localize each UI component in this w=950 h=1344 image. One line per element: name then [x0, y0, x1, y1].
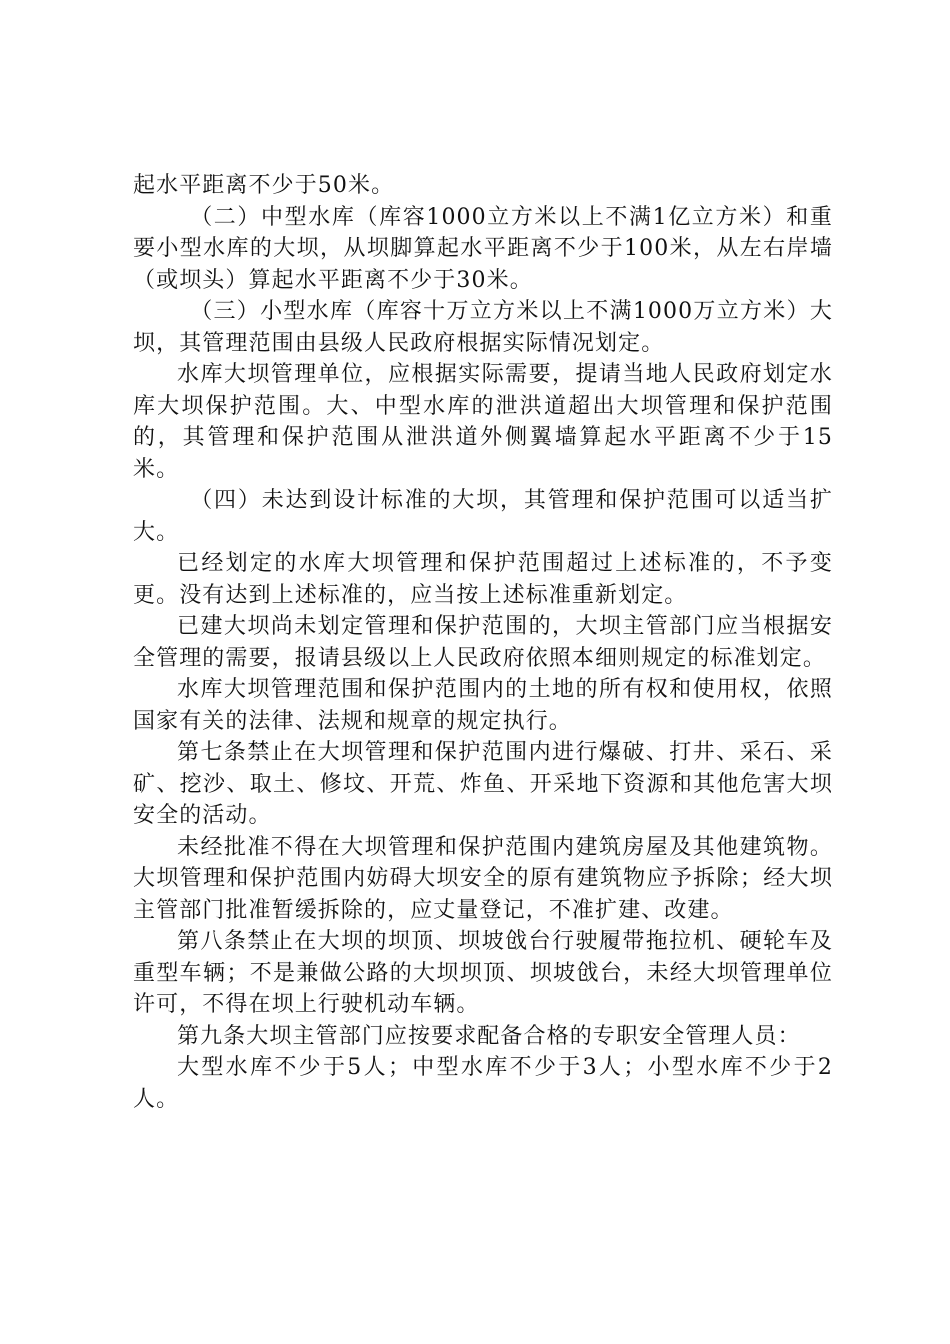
- paragraph-continuation: 起水平距离不少于50米。: [133, 173, 395, 198]
- paragraph-land-rights: 水库大坝管理范围和保护范围内的土地的所有权和使用权，依照国家有关的法律、法规和规章的规定执行。: [133, 677, 833, 734]
- paragraph-protection-scope: 水库大坝管理单位，应根据实际需要，提请当地人民政府划定水库大坝保护范围。大、中型水库的泄洪道超出大坝管理和保护范围的，其管理和保护范围从泄洪道外侧翼墙算起水平距离不少于15米。: [133, 362, 833, 482]
- paragraph-item-two: （二）中型水库（库容1000立方米以上不满1亿立方米）和重要小型水库的大坝，从坝脚算起水平距离不少于100米，从左右岸墙（或坝头）算起水平距离不少于30米。: [133, 204, 833, 293]
- paragraph-staffing: 大型水库不少于5人；中型水库不少于3人；小型水库不少于2人。: [133, 1055, 833, 1112]
- paragraph-article-seven: 第七条禁止在大坝管理和保护范围内进行爆破、打井、采石、采矿、挖沙、取土、修坟、开荒、炸鱼、开采地下资源和其他危害大坝安全的活动。: [133, 740, 833, 828]
- paragraph-item-three: （三）小型水库（库容十万立方米以上不满1000万立方米）大坝，其管理范围由县级人民政府根据实际情况划定。: [133, 299, 833, 356]
- paragraph-undefined-scope: 已建大坝尚未划定管理和保护范围的，大坝主管部门应当根据安全管理的需要，报请县级以上人民政府依照本细则规定的标准划定。: [133, 614, 833, 671]
- paragraph-article-nine: 第九条大坝主管部门应按要求配备合格的专职安全管理人员：: [177, 1023, 801, 1049]
- paragraph-no-change: 已经划定的水库大坝管理和保护范围超过上述标准的，不予变更。没有达到上述标准的，应当按上述标准重新划定。: [133, 551, 833, 608]
- paragraph-article-eight: 第八条禁止在大坝的坝顶、坝坡戗台行驶履带拖拉机、硬轮车及重型车辆；不是兼做公路的大坝坝顶、坝坡戗台，未经大坝管理单位许可，不得在坝上行驶机动车辆。: [133, 929, 833, 1017]
- document-body: [133, 170, 833, 1115]
- paragraph-item-four: （四）未达到设计标准的大坝，其管理和保护范围可以适当扩大。: [133, 488, 833, 545]
- paragraph-building-ban: 未经批准不得在大坝管理和保护范围内建筑房屋及其他建筑物。大坝管理和保护范围内妨碍大坝安全的原有建筑物应予拆除；经大坝主管部门批准暂缓拆除的，应丈量登记，不准扩建、改建。: [133, 834, 833, 923]
